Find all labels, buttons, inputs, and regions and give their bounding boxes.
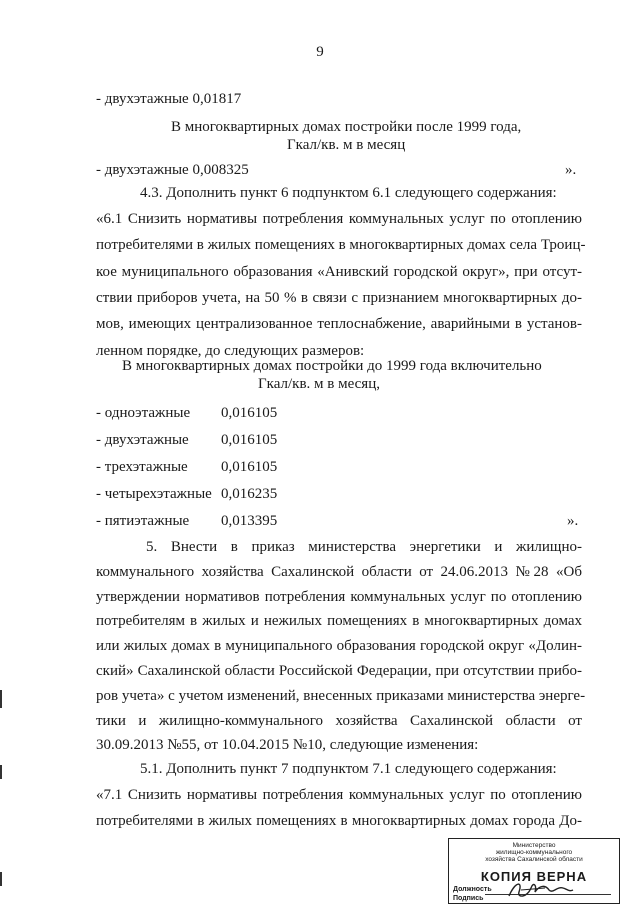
- stamp-signature-label: Подпись: [453, 895, 484, 902]
- norm-value: 0,016105: [221, 459, 278, 475]
- norm-label: - пятиэтажные: [96, 513, 190, 529]
- paragraph-line: ский» Сахалинской области Российской Федерации, при отсутствии прибо-: [96, 663, 582, 679]
- paragraph-line: кое муниципального образования «Анивский городской округ», при отсут-: [96, 263, 582, 280]
- scan-edge-mark: [0, 872, 2, 886]
- paragraph-line: утверждении нормативов потребления коммунальных услуг по отоплению: [96, 588, 582, 605]
- norm-value: 0,016105: [221, 432, 278, 448]
- item-5-1: 5.1. Дополнить пункт 7 подпунктом 7.1 следующего содержания:: [140, 761, 557, 777]
- paragraph-line: потребителями в жилых помещениях в многоквартирных домах села Троиц-: [96, 237, 586, 254]
- paragraph-line: ствии приборов учета, на 50 % в связи с признанием многоквартирных до-: [96, 289, 582, 306]
- norm-value: 0,013395: [221, 513, 278, 529]
- norm-label: - одноэтажные: [96, 405, 191, 421]
- text-line: Гкал/кв. м в месяц: [287, 137, 406, 153]
- stamp-ministry-3: хозяйства Сахалинской области: [485, 856, 583, 863]
- paragraph-line: «6.1 Снизить нормативы потребления коммунальных услуг по отоплению: [96, 211, 582, 227]
- paragraph-line: мов, имеющих централизованное теплоснабжение, аварийными в установ-: [96, 316, 582, 333]
- stamp-title: КОПИЯ ВЕРНА: [480, 869, 588, 884]
- norm-value: 0,016105: [221, 405, 278, 421]
- text-line: - двухэтажные 0,008325: [96, 162, 249, 178]
- text-line: - двухэтажные 0,01817: [96, 91, 242, 107]
- norm-unit: Гкал/кв. м в месяц,: [258, 376, 380, 392]
- norm-label: - двухэтажные: [96, 432, 189, 448]
- scan-edge-mark: [0, 765, 2, 779]
- paragraph-line: 5. Внести в приказ министерства энергетики и жилищно-: [146, 539, 582, 555]
- text-line: ».: [565, 162, 577, 178]
- norm-value: 0,016235: [221, 486, 278, 502]
- norm-label: - четырехэтажные: [96, 486, 212, 502]
- paragraph-line: потребителям в жилых и нежилых помещениях в многоквартирных домах: [96, 613, 582, 630]
- signature-icon: [505, 878, 575, 902]
- paragraph-line: ров учета» с учетом изменений, внесенных приказами министерства энерге-: [96, 687, 586, 704]
- text-line: В многоквартирных домах постройки после 1999 года,: [171, 119, 522, 135]
- paragraph-line: ленном порядке, до следующих размеров:: [96, 342, 365, 359]
- paragraph-line: «7.1 Снизить нормативы потребления коммунальных услуг по отоплению: [96, 787, 582, 803]
- paragraph-line: 30.09.2013 №55, от 10.04.2015 №10, следующие изменения:: [96, 737, 479, 754]
- text-line: 4.3. Дополнить пункт 6 подпунктом 6.1 следующего содержания:: [140, 185, 557, 201]
- page-number: 9: [316, 44, 324, 60]
- stamp-ministry: Министерство: [512, 842, 556, 849]
- norms-close-quote: ».: [567, 513, 579, 529]
- stamp-ministry-2: жилищно-коммунального: [495, 849, 573, 856]
- paragraph-line: коммунального хозяйства Сахалинской области от 24.06.2013 №28 «Об: [96, 563, 582, 580]
- stamp-position-label: Должность: [453, 886, 492, 893]
- scan-edge-mark: [0, 690, 2, 708]
- paragraph-line: потребителями в жилых помещениях в многоквартирных домах города До-: [96, 813, 582, 829]
- paragraph-line: тики и жилищно-коммунального хозяйства Сахалинской области от: [96, 712, 582, 729]
- norm-heading: В многоквартирных домах постройки до 1999 года включительно: [122, 358, 542, 374]
- paragraph-line: или жилых домах в муниципального образования городской округ «Долин-: [96, 638, 582, 655]
- norm-label: - трехэтажные: [96, 459, 188, 475]
